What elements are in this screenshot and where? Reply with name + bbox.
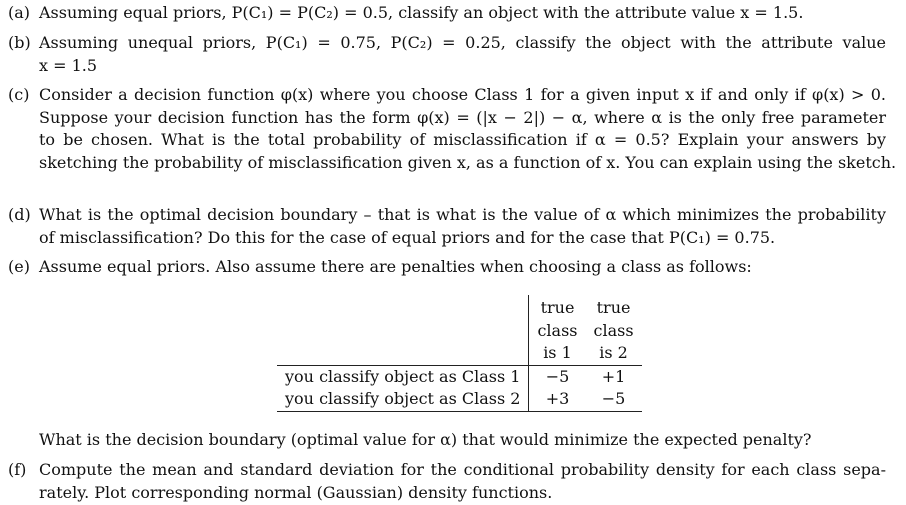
- question-f-line-2: rately. Plot corresponding normal (Gaussian) density functions.: [39, 482, 553, 502]
- row-label-classify-2: you classify object as Class 2: [277, 388, 529, 411]
- question-c-line-2: Suppose your decision function has the form φ(x) = (|x − 2|) − α, where α is the only free parameter: [39, 107, 886, 127]
- question-b: [8, 32, 886, 77]
- col-header-true-class-1: true class is 1: [537, 298, 578, 362]
- question-b-line-2: x = 1.5: [39, 55, 98, 75]
- question-a-line-1: Assuming equal priors, P(C₁) = P(C₂) = 0.5, classify an object with the attribute value x = 1.5.: [39, 3, 804, 22]
- question-c-label: (c): [8, 85, 30, 104]
- question-b-line-1: Assuming unequal priors, P(C₁) = 0.75, P(C₂) = 0.25, classify the object with the attribute value: [39, 33, 886, 52]
- question-f: [8, 459, 886, 504]
- question-b-label: (b): [8, 33, 31, 52]
- penalty-table-header-row: [277, 295, 642, 365]
- question-e-label: (e): [8, 257, 30, 276]
- cell-classify-2-true-2: −5: [586, 388, 642, 411]
- question-d-line-1: What is the optimal decision boundary – that is what is the value of α which minimizes the probability: [39, 205, 886, 224]
- question-c: [8, 84, 897, 174]
- question-c-line-4: sketching the probability of misclassification given x, as a function of x. You can explain using the sketch.: [39, 152, 897, 172]
- table-row: [277, 365, 642, 388]
- penalty-table: [277, 295, 642, 412]
- question-d-label: (d): [8, 205, 31, 224]
- question-d-line-2: of misclassification? Do this for the case of equal priors and for the case that P(C₁) = 0.75.: [39, 227, 776, 247]
- question-f-line-1: Compute the mean and standard deviation for the conditional probability density for each class sepa-: [39, 460, 886, 479]
- cell-classify-2-true-1: +3: [529, 388, 586, 411]
- question-e-followup: What is the decision boundary (optimal value for α) that would minimize the expected penalty?: [39, 430, 812, 449]
- cell-classify-1-true-1: −5: [529, 365, 586, 388]
- question-a-label: (a): [8, 3, 31, 22]
- question-a: [8, 2, 886, 25]
- col-header-true-class-2: true class is 2: [593, 298, 634, 362]
- question-e-line-1: Assume equal priors. Also assume there are penalties when choosing a class as follows:: [39, 257, 752, 276]
- row-label-classify-1: you classify object as Class 1: [277, 365, 529, 388]
- question-c-line-1: Consider a decision function φ(x) where you choose Class 1 for a given input x if and only if φ(x) > 0.: [39, 85, 886, 104]
- question-c-line-3: to be chosen. What is the total probability of misclassification if α = 0.5? Explain your answers by: [39, 130, 886, 149]
- question-e: [8, 256, 886, 279]
- question-d: [8, 204, 886, 249]
- penalty-table-corner: [277, 295, 529, 365]
- table-row: [277, 388, 642, 411]
- cell-classify-1-true-2: +1: [586, 365, 642, 388]
- question-f-label: (f): [8, 460, 27, 479]
